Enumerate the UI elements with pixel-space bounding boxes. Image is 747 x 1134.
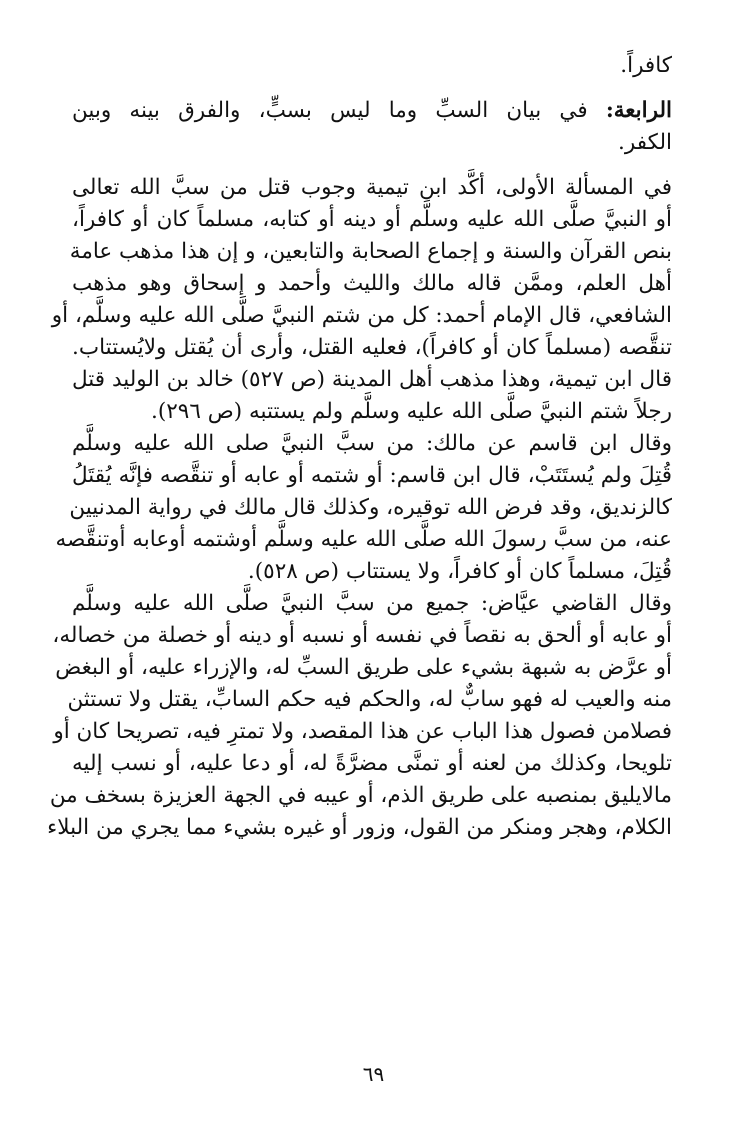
page-number: ٦٩	[362, 1062, 385, 1086]
text-line: أو عرَّض به شبهة بشيء على طريق السبِّ له، والإزراء عليه، أو البغض	[55, 655, 672, 680]
text-line: قال ابن تيمية، وهذا مذهب أهل المدينة (ص ٥٢٧) خالد بن الوليد قتل	[72, 367, 673, 392]
text-line: كافراً.	[620, 53, 672, 78]
qadi-iyad-paragraph	[47, 588, 672, 844]
text-line: قُتِلَ، مسلماً كان أو كافراً، ولا يستتاب (ص ٥٢٨).	[247, 559, 672, 584]
text-line: الشافعي، قال الإمام أحمد: كل من شتم النبيَّ صلَّى الله عليه وسلَّم، أو	[51, 303, 672, 328]
ibn-qasim-paragraph	[55, 428, 672, 588]
text-line-rest: في بيان السبِّ وما ليس بسبٍّ، والفرق بينه وبين	[72, 98, 606, 123]
text-line: أو النبيَّ صلَّى الله عليه وسلَّم أو دينه أو كتابه، مسلماً كان أو كافراً،	[72, 207, 672, 232]
text-line: عنه، من سبَّ رسولَ الله صلَّى الله عليه وسلَّم أوشتمه أوعابه أوتنقَّصه	[55, 527, 672, 552]
text-line: وقال القاضي عيَّاض: جميع من سبَّ النبيَّ صلَّى الله عليه وسلَّم	[72, 591, 672, 616]
text-line: كالزنديق، وقد فرض الله توقيره، وكذلك قال مالك في رواية المدنيين	[69, 495, 672, 520]
carryover-paragraph	[72, 50, 672, 82]
text-line: الكلام، وهجر ومنكر من القول، وزور أو غيره بشيء مما يجري من البلاء	[47, 815, 672, 840]
text-line: الكفر.	[618, 130, 672, 155]
text-line: تنقَّصه (مسلماً كان أو كافراً)، فعليه القتل، وأرى أن يُقتل ولايُستتاب.	[72, 335, 672, 360]
text-line: قُتِلَ ولم يُستَتَبْ، قال ابن قاسم: أو شتمه أو عابه أو تنقَّصه فإنَّه يُقتَلُ	[72, 463, 672, 488]
book-page	[47, 50, 673, 844]
text-line: أو عابه أو ألحق به نقصاً في نفسه أو نسبه أو دينه أو خصلة من خصاله،	[52, 623, 672, 648]
text-line: رجلاً شتم النبيَّ صلَّى الله عليه وسلَّم ولم يستتبه (ص ٢٩٦).	[151, 399, 672, 424]
fourth-issue-paragraph	[72, 95, 672, 159]
text-line: منه والعيب له فهو سابٌّ له، والحكم فيه حكم السابِّ، يقتل ولا تستثن	[67, 687, 672, 712]
text-line: في المسألة الأولى، أكَّد ابن تيمية وجوب قتل من سبَّ الله تعالى	[72, 175, 672, 200]
text-line	[72, 95, 672, 127]
paragraph-lead: الرابعة:	[605, 98, 672, 123]
text-line: أهل العلم، وممَّن قاله مالك والليث وأحمد و إسحاق وهو مذهب	[72, 271, 672, 296]
text-line: فصلامن فصول هذا الباب عن هذا المقصد، ولا تمترِ فيه، تصريحا كان أو	[53, 719, 672, 744]
paragraph-gap	[72, 82, 672, 95]
first-issue-paragraph	[51, 172, 673, 428]
paragraph-gap	[72, 159, 672, 172]
text-line: مالايليق بمنصبه على طريق الذم، أو عيبه في الجهة العزيزة بسخف من	[49, 783, 672, 808]
text-line: وقال ابن قاسم عن مالك: من سبَّ النبيَّ صلى الله عليه وسلَّم	[72, 431, 672, 456]
text-line: بنص القرآن والسنة و إجماع الصحابة والتابعين، و إن هذا مذهب عامة	[69, 239, 672, 264]
text-line: تلويحا، وكذلك من لعنه أو تمنَّى مضرَّةً له، أو دعا عليه، أو نسب إليه	[72, 751, 672, 776]
